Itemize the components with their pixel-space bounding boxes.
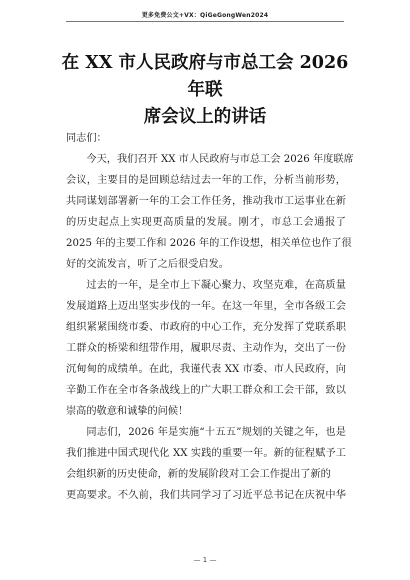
paragraph-line: 更高要求。不久前，我们共同学习了习近平总书记在庆祝中华: [66, 490, 346, 501]
paragraph-line: 好的交流发言，听了之后很受启发。: [66, 259, 229, 270]
title-line: 在 XX 市人民政府与市总工会 2026 年联: [61, 53, 349, 100]
paragraph-line: 同志们，2026 年是实施“十五五”规划的关键之年，也是: [86, 427, 346, 438]
paragraph-line: 辛勤工作在全市各条战线上的广大职工群众和工会干部，致以: [66, 385, 346, 396]
paragraph-line: 崇高的敬意和诚挚的问候！: [66, 406, 189, 417]
paragraph-line: 会议，主要目的是回顾总结过去一年的工作，分析当前形势，: [66, 175, 346, 186]
document-title: [60, 50, 350, 131]
paragraph-line: 组织紧紧围绕市委、市政府的中心工作，充分发挥了党联系职: [66, 322, 346, 333]
paragraph-1: [66, 149, 354, 275]
document-body: [66, 128, 354, 506]
header-divider: [66, 21, 344, 22]
paragraph-line: 2025 年的主要工作和 2026 年的工作设想，相关单位也作了很: [66, 238, 352, 249]
paragraph-line: 共同谋划部署新一年的工会工作任务，推动我市工运事业在新: [66, 196, 346, 207]
paragraph-2: [66, 275, 346, 422]
page-number: — 1 —: [193, 556, 217, 564]
paragraph-line: 发展道路上迈出坚实步伐的一年。在这一年里，全市各级工会: [66, 301, 346, 312]
paragraph-3: [66, 422, 346, 506]
title-line: 席会议上的讲话: [143, 107, 267, 127]
paragraph-line: 会组织新的历史使命，新的发展阶段对工会工作提出了新的: [66, 469, 331, 480]
paragraph-line: 工群众的桥梁和纽带作用，履职尽责、主动作为，交出了一份: [66, 343, 346, 354]
paragraph-line: 的历史起点上实现更高质量的发展。刚才，市总工会通报了: [66, 217, 346, 228]
paragraph-line: 今天，我们召开 XX 市人民政府与市总工会 2026 年度联席: [86, 154, 354, 165]
paragraph-line: 沉甸甸的成绩单。在此，我谨代表 XX 市委、市人民政府，向: [66, 364, 346, 375]
paragraph-line: 我们推进中国式现代化 XX 实践的重要一年。新的征程赋予工: [66, 448, 346, 459]
salutation: 同志们：: [66, 133, 107, 144]
paragraph-line: 过去的一年，是全市上下凝心聚力、攻坚克难，在高质量: [86, 280, 346, 291]
header-banner: 更多免费公文+VX：QiGeGongWen2024: [141, 12, 269, 19]
